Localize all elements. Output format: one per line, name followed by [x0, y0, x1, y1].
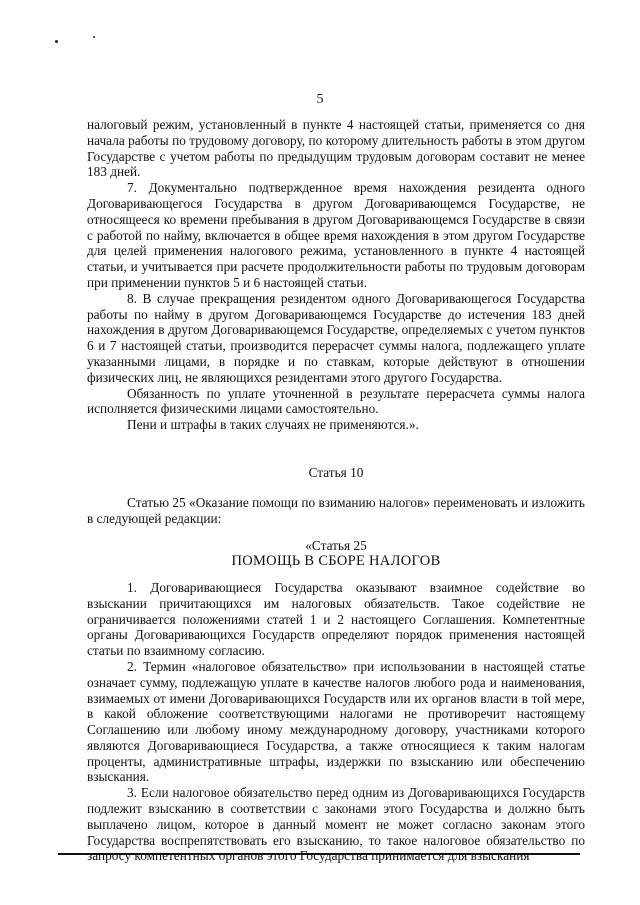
paragraph-obligation: Обязанность по уплате уточненной в результате перерасчета суммы налога исполняется физическими лицами самостоятельно.: [87, 385, 585, 417]
article-10-heading: Статья 10: [308, 464, 364, 480]
page-number: 5: [316, 92, 324, 107]
document-body: [87, 117, 585, 864]
article-25-paragraph-2: 2. Термин «налоговое обязательство» при использовании в настоящей статье означает сумму, подлежащую уплате в качестве налогов любого рода и наименования, взимаемых от имени Договаривающихся Государств или их органов власти в той мере, в какой обложение соответствующими налогами не противоречит настоящему Соглашению или любому иному международному договору, участниками которого являются Договаривающиеся Государства, а также относящиеся к таким налогам проценты, административные штрафы, издержки по взысканию или обеспечению взыскания.: [87, 658, 585, 785]
article-25-title: ПОМОЩЬ В СБОРЕ НАЛОГОВ: [231, 553, 441, 570]
scan-speck: [93, 36, 95, 38]
paragraph-continuation: налоговый режим, установленный в пункте 4 настоящей статьи, применяется со дня начала работы по трудовому договору, по которому длительность работы в этом другом Государстве с учетом работы по предыдущим трудовым договорам составит не менее 183 дней.: [87, 117, 585, 180]
paragraph-7: 7. Документально подтвержденное время нахождения резидента одного Договаривающегося Государства в другом Договаривающемся Государстве, не относящееся ко времени пребывания в другом Договаривающемся Государстве в связи с работой по найму, включается в общее время нахождения в этом другом Государстве для целей применения налогового режима, установленного в пункте 4 настоящей статьи, и учитывается при расчете продолжительности работы по трудовым договорам при применении пунктов 5 и 6 настоящей статьи.: [87, 180, 585, 290]
bottom-border-line: [58, 853, 580, 855]
article-25-paragraph-1: 1. Договаривающиеся Государства оказывают взаимное содействие во взыскании причитающихся им налоговых обязательств. Такое содействие не ограничивается положениями статей 1 и 2 настоящего Соглашения. Компетентные органы Договаривающихся Государств определяют порядок применения настоящей статьи по взаимному согласию.: [87, 579, 585, 659]
paragraph-penalties: Пени и штрафы в таких случаях не применяются.».: [127, 417, 419, 433]
article-25-paragraph-3: 3. Если налоговое обязательство перед одним из Договаривающихся Государств подлежит взысканию в соответствии с законами этого Государства и должно быть выплачено лицом, которое в данный момент не может согласно законам этого Государства воспрепятствовать его взысканию, то такое налоговое обязательство по запросу компетентных органов этого Государства принимается для взыскания: [87, 785, 585, 864]
scan-speck: [55, 40, 58, 43]
paragraph-8: 8. В случае прекращения резидентом одного Договаривающегося Государства работы по найму в другом Договаривающемся Государстве до истечения 183 дней нахождения в другом Договаривающемся Государстве, определяемых с учетом пунктов 6 и 7 настоящей статьи, производится перерасчет суммы налога, подлежащего уплате указанными лицами, в порядке и по ставкам, которые действуют в отношении физических лиц, не являющихся резидентами этого другого Государства.: [87, 290, 585, 385]
article-10-instruction: Статью 25 «Оказание помощи по взиманию налогов» переименовать и изложить в следующей редакции:: [87, 494, 585, 526]
article-25-label: «Статья 25: [305, 538, 367, 554]
